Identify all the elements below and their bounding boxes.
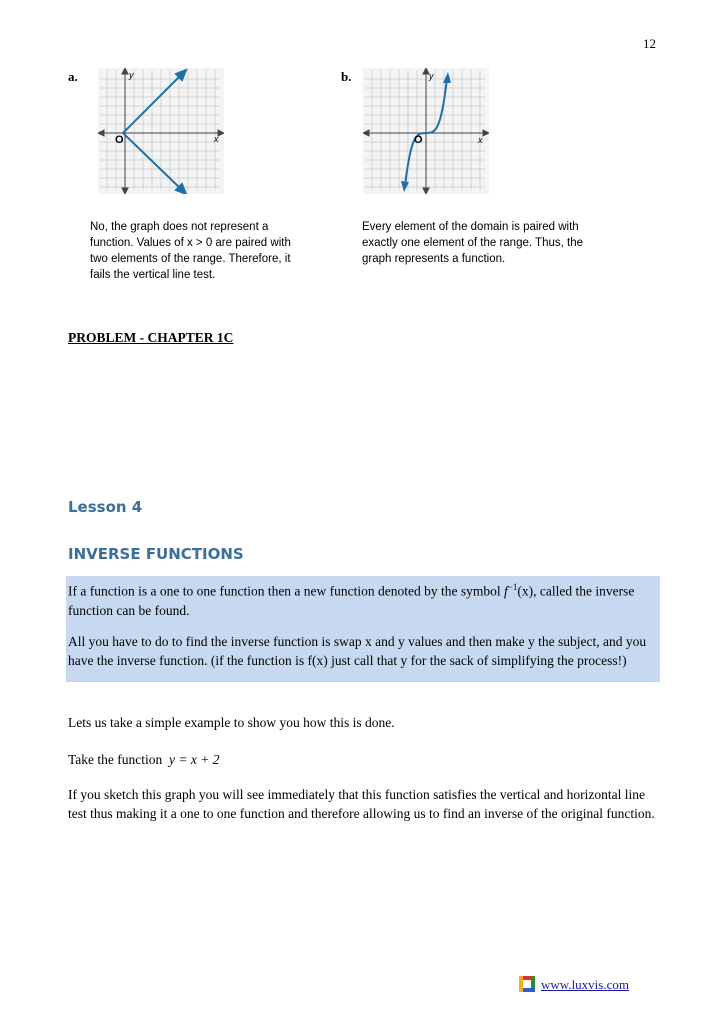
intro-paragraph: Lets us take a simple example to show you how this is done.	[68, 715, 395, 730]
page-number: 12	[643, 36, 656, 51]
lesson-title: Lesson 4	[68, 498, 143, 516]
section-title: INVERSE FUNCTIONS	[68, 545, 244, 563]
footer-link[interactable]: www.luxvis.com	[541, 977, 629, 992]
inverse-symbol: f	[504, 583, 508, 599]
example-equation: y = x + 2	[169, 752, 220, 767]
graph-a-origin: O	[115, 134, 124, 146]
graph-a-label: a.	[68, 69, 78, 84]
graph-b-y-label: y	[429, 71, 434, 81]
inverse-superscript: −1	[507, 582, 518, 592]
graph-b-x-label: x	[478, 135, 483, 145]
graph-b-label: b.	[341, 69, 352, 84]
graph-a-x-label: x	[214, 134, 219, 144]
example-paragraph: Take the function y = x + 2	[68, 752, 220, 767]
highlight-text	[68, 578, 660, 682]
graph-a	[98, 68, 224, 194]
graph-b	[363, 68, 489, 194]
graph-a-caption: No, the graph does not represent a function. Values of x > 0 are paired with two elements of the range. Therefore, it fails the vertical line test.	[90, 221, 291, 281]
definition-paragraph: If a function is a one to one function then a new function denoted by the symbol $f^{-1}(x)$, called the inverse function can be found.	[68, 582, 635, 618]
graph-b-caption: Every element of the domain is paired with exactly one element of the range. Thus, the graph represents a function.	[362, 221, 583, 265]
luxvis-logo-icon	[519, 976, 535, 992]
problem-heading: PROBLEM - CHAPTER 1C	[68, 330, 234, 345]
graph-b-origin: O	[414, 134, 423, 146]
method-paragraph: All you have to do to find the inverse function is swap x and y values and then make y the subject, and you have the inverse function. (if the function is f(x) just call that y for the sack of simplifying the process!)	[68, 633, 647, 668]
graph-a-y-label: y	[129, 70, 134, 80]
explanation-paragraph: If you sketch this graph you will see immediately that this function satisfies the vertical and horizontal line test thus making it a one to one function and therefore allowing us to find an inverse of the original function.	[68, 787, 655, 821]
